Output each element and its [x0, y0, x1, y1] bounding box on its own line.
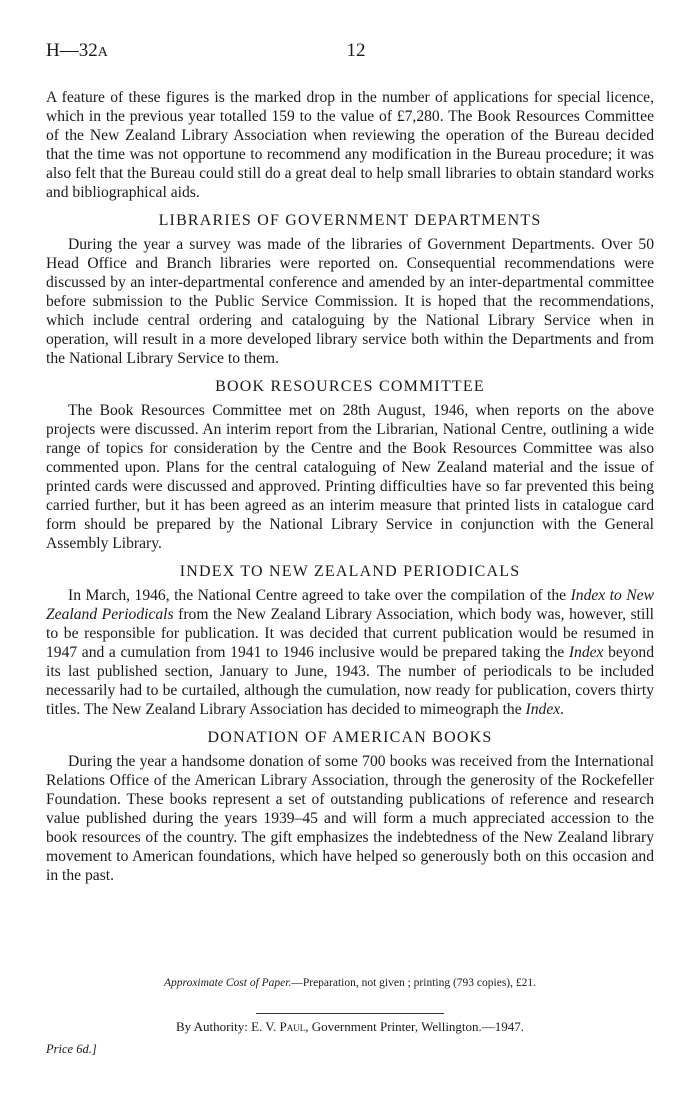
publication-title: Index to New Zealand Periodicals: [46, 587, 655, 623]
section-heading-american-books: DONATION OF AMERICAN BOOKS: [207, 729, 493, 746]
cost-of-paper-note: [46, 976, 654, 990]
section-text-book-resources: The Book Resources Committee met on 28th August, 1946, when reports on the above projects were discussed. An interim report from the Librarian, National Centre, outlining a wide range of topics for consideration by the Centre and the Book Resources Committee was also commented upon. Plans for the central cataloguing of New Zealand material and the issue of printed cards were discussed and approved. Printing difficulties have so far prevented this being carried further, but it has been agreed as an interim measure that printed lists in catalogue card form should be prepared by the National Library Service in conjunction with the General Assembly Library.: [46, 402, 654, 552]
intro-paragraph: A feature of these figures is the marked drop in the number of applications for special licence, which in the previous year totalled 159 to the value of £7,280. The Book Resources Committee of the New Zealand Library Association when reviewing the operation of the Bureau decided that the time was not opportune to recommend any modification in the Bureau procedure; it was also felt that the Bureau could still do a great deal to help small libraries to obtain standard works and bibliographical aids.: [46, 89, 654, 201]
page-header: [46, 40, 654, 64]
price-note: Price 6d.]: [46, 1042, 97, 1056]
printer-authority: By Authority: E. V. Paul, Government Printer, Wellington.—1947.: [175, 1019, 525, 1034]
section-text-american-books: During the year a handsome donation of some 700 books was received from the International Relations Office of the American Library Association, through the generosity of the Rockefeller Foundation. These books represent a set of outstanding publications of reference and research value published during the years 1939–45 and will form a much appreciated accession to the book resources of the country. The gift emphasizes the indebtedness of the New Zealand library movement to American foundations, which have helped so generously both on this occasion and in the past.: [46, 753, 654, 884]
document-code-suffix: A: [97, 45, 108, 60]
publication-title-short: Index: [525, 701, 561, 718]
section-text-government-libraries: During the year a survey was made of the libraries of Government Departments. Over 50 Head Office and Branch libraries were reported on. Consequential recommendations were discussed by an inter-departmental conference and amended by an inter-departmental committee before submission to the Public Service Commission. It is hoped that the recommendations, which include central ordering and cataloguing by the National Library Service when in operation, will result in a more developed library service both within the Departments and from the National Library Service to them.: [46, 236, 654, 367]
section-heading-index-periodicals: INDEX TO NEW ZEALAND PERIODICALS: [179, 563, 521, 580]
footer-divider: [256, 1013, 444, 1014]
cost-label: Approximate Cost of Paper.: [164, 977, 292, 989]
cost-text: —Preparation, not given ; printing (793 copies), £21.: [291, 977, 536, 989]
body-text: [46, 88, 654, 885]
publication-title-short: Index: [568, 644, 604, 661]
printer-name: Paul: [279, 1019, 306, 1034]
section-text-index-periodicals: In March, 1946, the National Centre agreed to take over the compilation of the Index to New Zealand Periodicals from the New Zealand Library Association, which body was, however, still to be responsible for publication. It was decided that current publication would be resumed in 1947 and a cumulation from 1941 to 1946 inclusive would be prepared taking the Index beyond its last published section, January to June, 1943. The number of periodicals to be included necessarily had to be curtailed, although the cumulation, now ready for publication, covers thirty titles. The New Zealand Library Association has decided to mimeograph the Index.: [46, 587, 655, 718]
section-heading-book-resources: BOOK RESOURCES COMMITTEE: [215, 378, 485, 395]
document-code: H—32A: [46, 40, 108, 61]
page-number: 12: [346, 40, 366, 61]
section-heading-government-libraries: LIBRARIES OF GOVERNMENT DEPARTMENTS: [158, 212, 542, 229]
